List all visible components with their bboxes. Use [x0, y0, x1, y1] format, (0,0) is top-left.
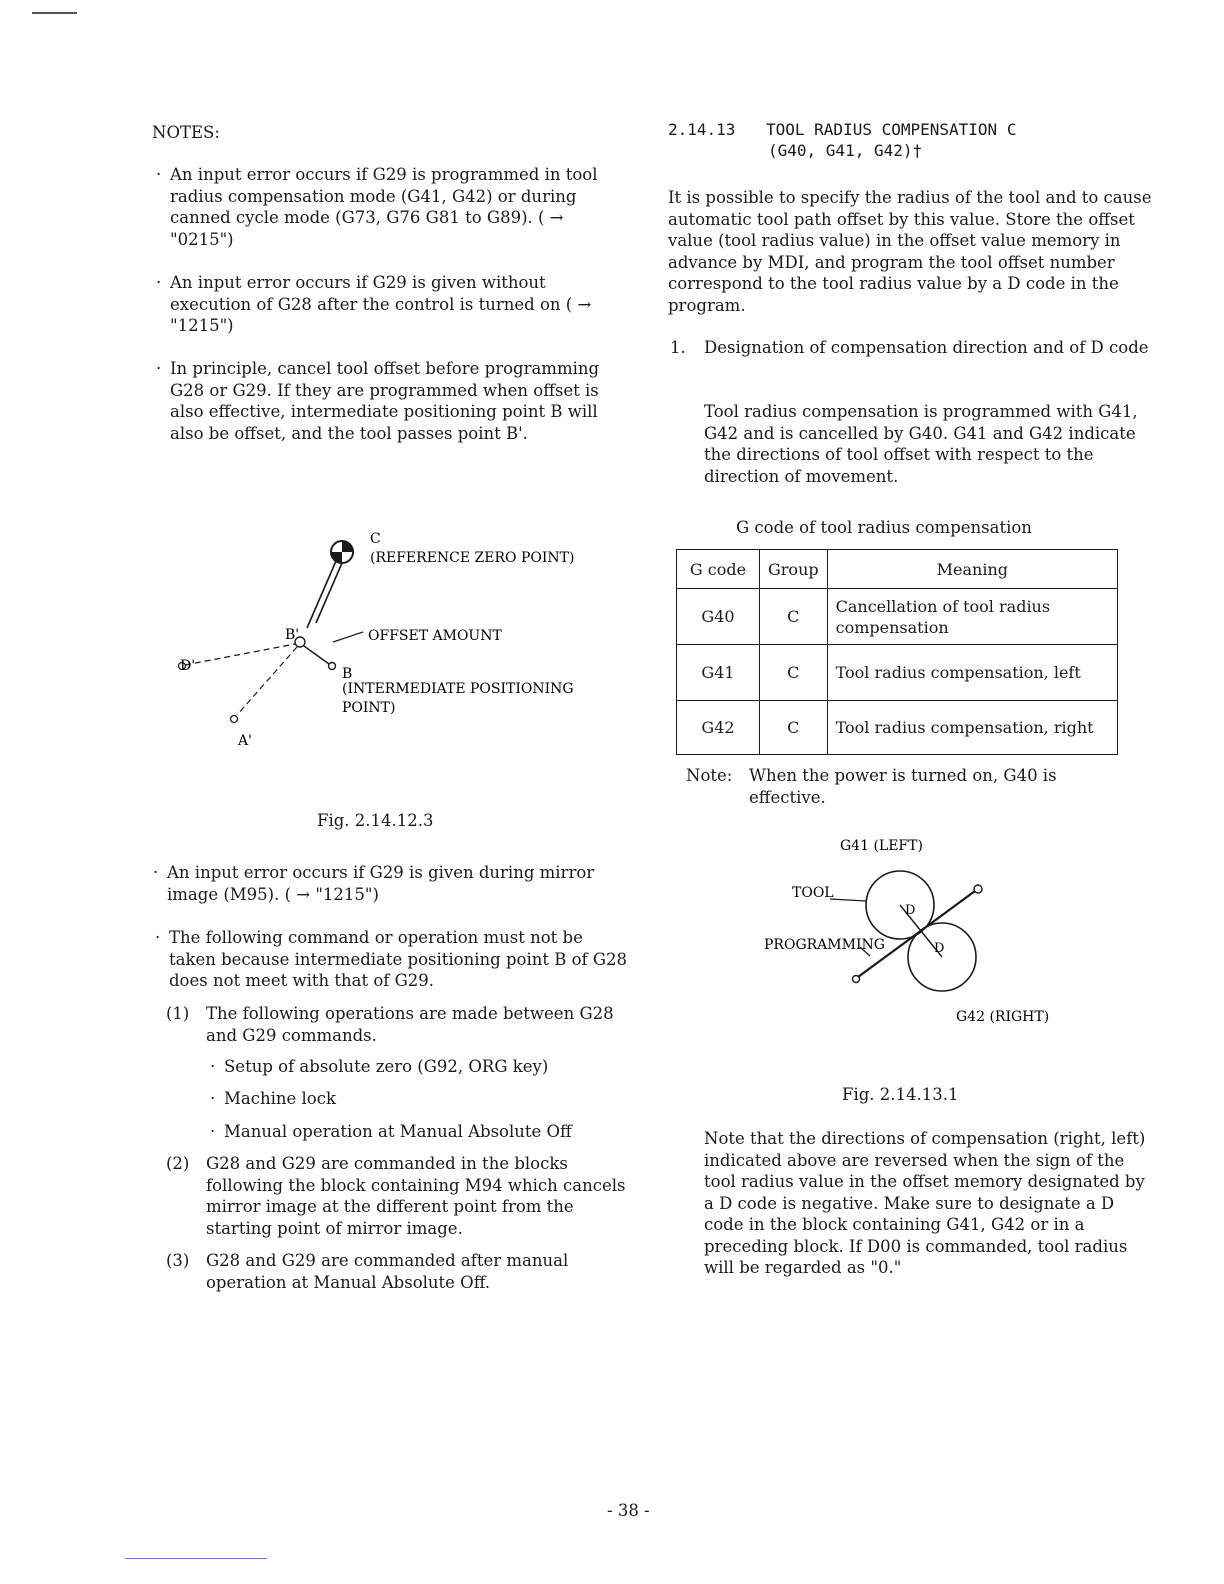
label-d-right: D [934, 941, 945, 956]
item-1-number-right: 1. [670, 338, 686, 357]
note-bullet-2: · An input error occurs if G29 is given without execution of G28 after the control is turned on ( → "1215") [170, 272, 630, 337]
table-header-row [677, 550, 1118, 589]
path-d-to-b-prime [185, 644, 295, 665]
note-bullet-5: · The following command or operation must not be taken because intermediate positioning point B of G28 does not meet with that of G29. [169, 927, 629, 992]
tool-leader [830, 899, 866, 901]
label-g42-right: G42 (RIGHT) [956, 1009, 1050, 1025]
label-intermediate-2: POINT) [342, 700, 396, 716]
offset-leader [333, 632, 363, 642]
cell-meaning: Tool radius compensation, right [827, 701, 1117, 755]
item-1-title-right: Designation of compensation direction and of D code [704, 338, 1149, 357]
label-offset-amount: OFFSET AMOUNT [368, 628, 502, 644]
sub-item-manual-operation: · Manual operation at Manual Absolute Off [224, 1121, 624, 1143]
scan-mark-bottom-left [125, 1558, 267, 1559]
page-number: - 38 - [607, 1501, 650, 1520]
path-c-to-b-prime [307, 561, 336, 628]
reference-zero-symbol [331, 541, 353, 563]
table-row [677, 645, 1118, 701]
path-end-point [974, 885, 982, 893]
offset-line [304, 646, 329, 664]
item-2-number: (2) [166, 1154, 190, 1173]
figure-caption-right: Fig. 2.14.13.1 [842, 1085, 959, 1104]
label-d-left: D [905, 903, 916, 918]
note-text: When the power is turned on, G40 is effective. [749, 766, 1057, 807]
label-programming: PROGRAMMING [764, 937, 885, 953]
closing-paragraph: Note that the directions of compensation (right, left) indicated above are reversed when the sign of the tool radius value in the offset memory designated by a D code is negative. Make sure to designate a D code in the block containing G41, G42 or in a preceding block. If D00 is commanded, tool radius will be regarded as "0." [704, 1129, 1146, 1277]
cell-group: C [760, 589, 828, 645]
path-b-prime-to-a-prime [237, 647, 297, 715]
item-3-text: G28 and G29 are commanded after manual operation at Manual Absolute Off. [206, 1251, 569, 1292]
path-start-point [853, 976, 860, 983]
label-intermediate-1: (INTERMEDIATE POSITIONING [342, 681, 574, 697]
cell-group: C [760, 645, 828, 701]
reference-point-diagram [170, 525, 610, 755]
figure-caption-left: Fig. 2.14.12.3 [317, 811, 434, 830]
section-number: 2.14.13 [668, 120, 736, 139]
cell-meaning: Cancellation of tool radius compensation [827, 589, 1117, 645]
table-row [677, 589, 1118, 645]
path-c-to-b [316, 563, 342, 623]
header-meaning: Meaning [827, 550, 1117, 589]
compensation-direction-diagram [760, 830, 1080, 1030]
label-reference-zero: (REFERENCE ZERO POINT) [370, 550, 575, 566]
sub-item-setup: · Setup of absolute zero (G92, ORG key) [224, 1056, 624, 1078]
cell-group: C [760, 701, 828, 755]
g-code-table [676, 549, 1118, 755]
label-g41-left: G41 (LEFT) [840, 838, 923, 854]
note-bullet-3: · In principle, cancel tool offset before programming G28 or G29. If they are programmed when offset is also effective, intermediate positioning point B will also be offset, and the tool passes point B'. [170, 358, 630, 444]
table-row [677, 701, 1118, 755]
cell-g-code: G41 [677, 645, 760, 701]
label-d-prime: D' [180, 658, 196, 674]
label-b-prime: B' [285, 627, 300, 643]
cell-meaning: Tool radius compensation, left [827, 645, 1117, 701]
note-label: Note: [686, 766, 733, 785]
label-c: C [370, 531, 381, 547]
section-title: TOOL RADIUS COMPENSATION C [766, 120, 1017, 139]
item-1-text: The following operations are made between G28 and G29 commands. [206, 1004, 614, 1045]
label-b: B [342, 666, 353, 682]
point-b [329, 663, 336, 670]
header-g-code: G code [677, 550, 760, 589]
intro-paragraph: It is possible to specify the radius of the tool and to cause automatic tool path offset by this value. Store the offset value (tool radius value) in the offset value memory in advance by MDI, and program the tool offset number correspond to the tool radius value by a D code in the program. [668, 188, 1152, 315]
cell-g-code: G40 [677, 589, 760, 645]
note-bullet-4: · An input error occurs if G29 is given during mirror image (M95). ( → "1215") [167, 862, 607, 905]
label-a-prime: A' [238, 733, 252, 749]
sub-item-machine-lock: · Machine lock [224, 1088, 624, 1110]
item-1-body-right: Tool radius compensation is programmed with G41, G42 and is cancelled by G40. G41 and G42 indicate the directions of tool offset with respect to the direction of movement. [704, 402, 1138, 486]
section-subtitle: (G40, G41, G42)† [768, 141, 923, 160]
item-3-number: (3) [166, 1251, 190, 1270]
programming-path [858, 891, 975, 977]
notes-heading: NOTES: [152, 123, 220, 142]
point-a-prime [231, 716, 238, 723]
header-group: Group [760, 550, 828, 589]
label-tool: TOOL [792, 885, 834, 901]
item-2-text: G28 and G29 are commanded in the blocks following the block containing M94 which cancels mirror image at the different point from the starting point of mirror image. [206, 1154, 626, 1238]
cell-g-code: G42 [677, 701, 760, 755]
table-title: G code of tool radius compensation [736, 518, 1032, 537]
item-1-number: (1) [166, 1004, 190, 1023]
scan-mark-top-left [32, 12, 77, 14]
note-bullet-1: · An input error occurs if G29 is programmed in tool radius compensation mode (G41, G42) or during canned cycle mode (G73, G76 G81 to G89). ( → "0215") [170, 164, 630, 250]
